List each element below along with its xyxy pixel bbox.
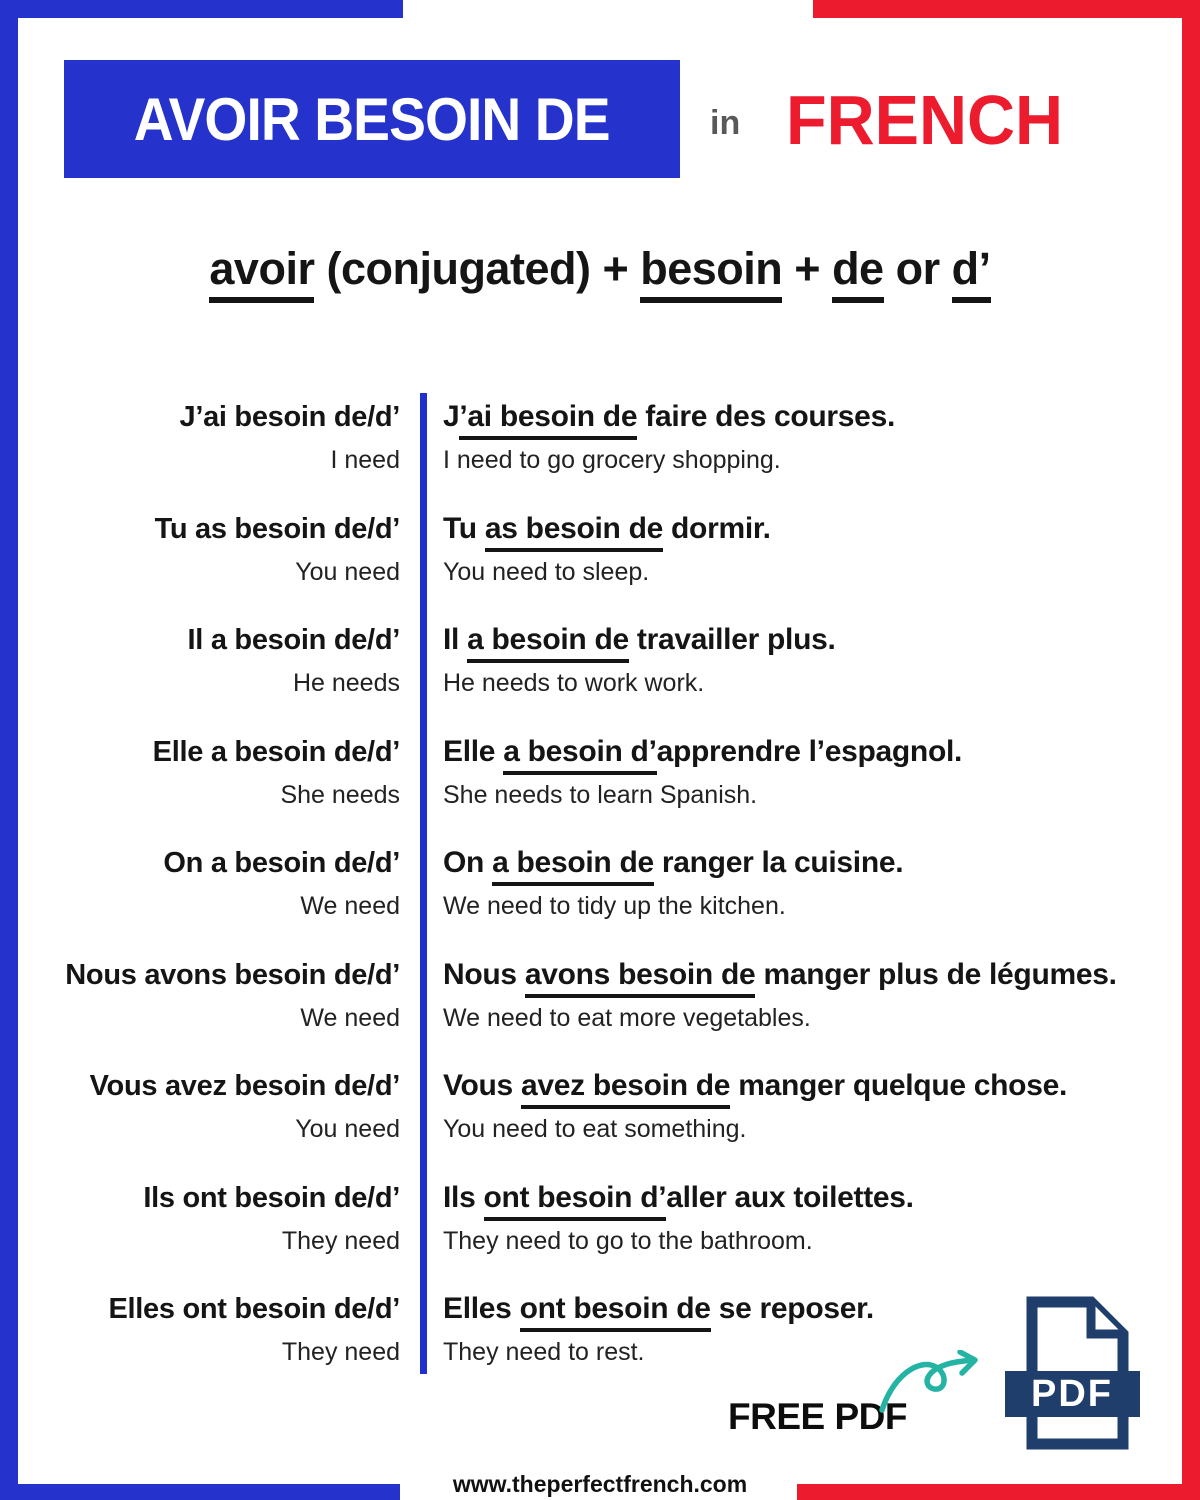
formula-term: besoin <box>640 243 782 303</box>
pronoun-cell <box>0 1292 400 1367</box>
example-cell <box>443 1181 1164 1256</box>
example-translation: She needs to learn Spanish. <box>443 780 758 809</box>
pronoun-form: Elle a besoin de/d’ <box>152 735 400 768</box>
example-sentence: Vous avez besoin de manger quelque chose. <box>443 1069 1164 1103</box>
conjugation-row <box>0 958 1164 1070</box>
conjugation-row <box>0 735 1164 847</box>
example-sentence: Ils ont besoin d’aller aux toilettes. <box>443 1181 1164 1215</box>
example-sentence: On a besoin de ranger la cuisine. <box>443 846 1164 880</box>
grammar-formula <box>0 243 1200 295</box>
pronoun-meaning: We need <box>300 1003 400 1032</box>
pronoun-cell <box>0 400 400 475</box>
pronoun-cell <box>0 1181 400 1256</box>
pronoun-cell <box>0 512 400 587</box>
example-translation: We need to tidy up the kitchen. <box>443 892 786 920</box>
example-cell <box>443 846 1164 921</box>
pronoun-cell <box>0 846 400 921</box>
conjugation-row <box>0 1181 1164 1293</box>
example-translation: He needs to work work. <box>443 669 705 697</box>
conjugation-row <box>0 846 1164 958</box>
pronoun-form: J’ai besoin de/d’ <box>179 401 400 433</box>
example-translation: They need to go to the bathroom. <box>443 1226 813 1255</box>
pdf-file-icon[interactable] <box>1005 1294 1140 1452</box>
example-sentence: J’ai besoin de faire des courses. <box>443 400 1164 434</box>
free-pdf-label[interactable]: FREE PDF <box>728 1396 907 1437</box>
header <box>64 60 1078 178</box>
pronoun-meaning: She needs <box>280 780 400 809</box>
example-cell <box>443 735 1164 810</box>
example-translation: You need to sleep. <box>443 557 650 586</box>
pronoun-form: Tu as besoin de/d’ <box>154 512 400 545</box>
formula-term: d’ <box>952 243 991 303</box>
example-translation: You need to eat something. <box>443 1115 747 1143</box>
frame-top-right-bar <box>813 0 1200 18</box>
formula-joiner: or <box>883 243 952 294</box>
example-translation: They need to rest. <box>443 1338 645 1366</box>
pronoun-cell <box>0 1069 400 1144</box>
example-sentence: Tu as besoin de dormir. <box>443 512 1164 546</box>
pronoun-meaning: You need <box>295 557 400 586</box>
header-language: FRENCH <box>786 81 1064 159</box>
title-box <box>64 60 680 178</box>
example-translation: We need to eat more vegetables. <box>443 1003 811 1032</box>
frame-top-left-bar <box>0 0 403 18</box>
formula-term: de <box>832 243 884 303</box>
example-cell <box>443 400 1164 475</box>
conjugation-row <box>0 512 1164 624</box>
pronoun-cell <box>0 735 400 810</box>
curly-arrow-icon <box>876 1350 1006 1416</box>
pronoun-form: On a besoin de/d’ <box>163 847 400 879</box>
example-sentence: Nous avons besoin de manger plus de légumes. <box>443 958 1164 992</box>
pronoun-meaning: You need <box>295 1115 400 1143</box>
formula-joiner: (conjugated) + <box>314 243 641 294</box>
pronoun-form: Nous avons besoin de/d’ <box>65 958 400 991</box>
example-cell <box>443 623 1164 698</box>
conjugation-row <box>0 623 1164 735</box>
formula-joiner: + <box>782 243 833 294</box>
pronoun-meaning: We need <box>300 892 400 920</box>
example-sentence: Elles ont besoin de se reposer. <box>443 1292 1164 1326</box>
page-title: AVOIR BESOIN DE <box>134 85 610 153</box>
pronoun-form: Vous avez besoin de/d’ <box>89 1070 400 1102</box>
formula-term: avoir <box>209 243 314 303</box>
pronoun-meaning: I need <box>330 446 400 474</box>
pronoun-form: Elles ont besoin de/d’ <box>108 1293 400 1325</box>
conjugation-row <box>0 400 1164 512</box>
frame-right-border <box>1182 0 1200 1500</box>
pronoun-cell <box>0 623 400 698</box>
example-sentence: Elle a besoin d’apprendre l’espagnol. <box>443 735 1164 769</box>
pronoun-form: Il a besoin de/d’ <box>187 624 400 656</box>
pronoun-cell <box>0 958 400 1033</box>
pronoun-meaning: They need <box>281 1226 400 1255</box>
pronoun-meaning: They need <box>281 1338 400 1366</box>
header-connector: in <box>710 103 741 142</box>
example-cell <box>443 512 1164 587</box>
example-cell <box>443 958 1164 1033</box>
example-translation: I need to go grocery shopping. <box>443 446 781 474</box>
pronoun-form: Ils ont besoin de/d’ <box>143 1181 400 1214</box>
example-sentence: Il a besoin de travailler plus. <box>443 623 1164 657</box>
pdf-icon-label: PDF <box>1031 1373 1113 1415</box>
website-url[interactable]: www.theperfectfrench.com <box>452 1471 748 1497</box>
example-cell <box>443 1069 1164 1144</box>
conjugation-row <box>0 1069 1164 1181</box>
conjugation-table <box>0 400 1164 1404</box>
pronoun-meaning: He needs <box>292 669 400 697</box>
